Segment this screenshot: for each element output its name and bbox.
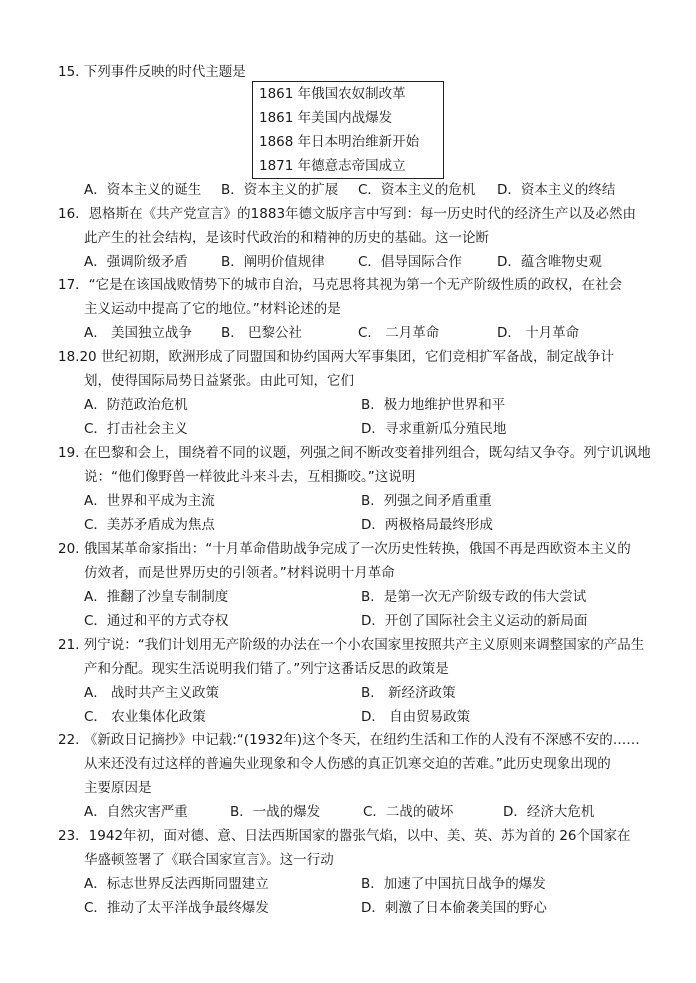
event-item: 1868 年日本明治维新开始	[259, 134, 420, 150]
question-17-stem-line: 17．“它是在该国战败情势下的城市自治，马克思将其视为第一个无产阶级性质的政权，在社会	[58, 277, 623, 293]
option-c[interactable]: C．二战的破坏	[363, 804, 454, 820]
option-a[interactable]: A．强调阶级矛盾	[84, 254, 188, 270]
option-a[interactable]: A．世界和平成为主流	[84, 493, 215, 509]
option-b[interactable]: B．资本主义的扩展	[221, 182, 339, 198]
question-23-stem-line: 23．1942年初，面对德、意、日法西斯国家的嚣张气焰，以中、美、英、苏为首的 26个国家在	[58, 828, 631, 844]
option-b[interactable]: B．阐明价值规律	[221, 254, 325, 270]
event-item: 1861 年美国内战爆发	[259, 110, 393, 126]
option-b[interactable]: B．列强之间矛盾重重	[361, 493, 492, 509]
question-20	[58, 537, 648, 633]
option-a[interactable]: A．标志世界反法西斯同盟建立	[84, 876, 269, 892]
option-b[interactable]: B． 新经济政策	[361, 685, 456, 701]
question-21-stem-line: 21. 列宁说：“我们计划用无产阶级的办法在一个小农国家里按照共产主义原则来调整国家的产品生	[58, 637, 645, 653]
option-a[interactable]: A． 战时共产主义政策	[84, 685, 220, 701]
option-d[interactable]: D．两极格局最终形成	[361, 517, 493, 533]
question-18	[58, 345, 648, 441]
event-item: 1871 年德意志帝国成立	[259, 158, 406, 174]
question-21	[58, 633, 648, 729]
question-19-stem-line: 19. 在巴黎和会上，围绕着不同的议题，列强之间不断改变着排列组合，既勾结又争夺。列宁讥讽地	[58, 445, 651, 461]
question-17	[58, 273, 648, 345]
option-d[interactable]: D．资本主义的终结	[497, 182, 616, 198]
question-19-stem-line: 说：“他们像野兽一样彼此斗来斗去，互相撕咬。”这说明	[84, 469, 416, 485]
option-b[interactable]: B．一战的爆发	[230, 804, 321, 820]
question-15-stem: 15. 下列事件反映的时代主题是	[58, 64, 246, 80]
question-22-stem-line: 主要原因是	[84, 780, 152, 796]
option-d[interactable]: D．刺激了日本偷袭美国的野心	[361, 900, 547, 916]
option-c[interactable]: C．打击社会主义	[84, 421, 188, 437]
option-a[interactable]: A．防范政治危机	[84, 397, 188, 413]
event-item: 1861 年俄国农奴制改革	[259, 86, 406, 102]
option-d[interactable]: D． 自由贸易政策	[361, 709, 471, 725]
question-22-stem-line: 从来还没有过这样的普遍失业现象和令人伤感的真正饥寒交迫的苦难。”此历史现象出现的	[84, 756, 611, 772]
option-b[interactable]: B．极力地维护世界和平	[361, 397, 506, 413]
option-c[interactable]: C．通过和平的方式夺权	[84, 613, 229, 629]
question-15-options	[58, 178, 648, 202]
option-d[interactable]: D．开创了国际社会主义运动的新局面	[361, 613, 588, 629]
option-c[interactable]: C． 二月革命	[358, 325, 440, 341]
question-20-stem-line: 仿效者，而是世界历史的引领者。”材料说明十月革命	[84, 565, 395, 581]
option-d[interactable]: D． 十月革命	[497, 325, 580, 341]
question-22-stem-line: 22. 《新政日记摘抄》中记载:“(1932年)这个冬天，在纽约生活和工作的人没有不深感不安的……	[58, 732, 640, 748]
option-b[interactable]: B．加速了中国抗日战争的爆发	[361, 876, 546, 892]
option-d[interactable]: D．蕴含唯物史观	[497, 254, 602, 270]
question-18-stem-line: 18.20 世纪初期，欧洲形成了同盟国和协约国两大军事集团，它们竞相扩军备战，制定战争计	[58, 349, 614, 365]
question-20-stem-line: 20. 俄国某革命家指出：“十月革命借助战争完成了一次历史性转换，俄国不再是西欧资本主义的	[58, 541, 631, 557]
option-c[interactable]: C．美苏矛盾成为焦点	[84, 517, 215, 533]
question-22	[58, 728, 648, 824]
question-16-stem-line: 此产生的社会结构，是该时代政治的和精神的历史的基础。这一论断	[84, 230, 489, 246]
event-list-box	[252, 81, 444, 179]
question-18-stem-line: 划，使得国际局势日益紧张。由此可知，它们	[84, 373, 354, 389]
option-b[interactable]: B． 巴黎公社	[221, 325, 303, 341]
question-23-stem-line: 华盛顿签署了《联合国家宣言》。这一行动	[84, 852, 334, 868]
question-23	[58, 824, 648, 920]
option-a[interactable]: A． 美国独立战争	[84, 325, 193, 341]
question-19	[58, 441, 651, 537]
option-a[interactable]: A．推翻了沙皇专制制度	[84, 589, 229, 605]
option-c[interactable]: C．推动了太平洋战争最终爆发	[84, 900, 269, 916]
option-b[interactable]: B．是第一次无产阶级专政的伟大尝试	[361, 589, 587, 605]
option-c[interactable]: C．倡导国际合作	[358, 254, 462, 270]
option-c[interactable]: C．资本主义的危机	[358, 182, 476, 198]
question-21-stem-line: 产和分配。现实生活说明我们错了。”列宁这番话反思的政策是	[84, 661, 449, 677]
option-d[interactable]: D．寻求重新瓜分殖民地	[361, 421, 507, 437]
option-a[interactable]: A．自然灾害严重	[84, 804, 188, 820]
question-17-stem-line: 主义运动中提高了它的地位。”材料论述的是	[84, 301, 341, 317]
option-d[interactable]: D．经济大危机	[503, 804, 595, 820]
question-16	[58, 202, 648, 274]
question-16-stem-line: 16．恩格斯在《共产党宣言》的1883年德文版序言中写到：每一历史时代的经济生产以及必然由	[58, 206, 637, 222]
option-a[interactable]: A．资本主义的诞生	[84, 182, 202, 198]
option-c[interactable]: C． 农业集体化政策	[84, 709, 206, 725]
